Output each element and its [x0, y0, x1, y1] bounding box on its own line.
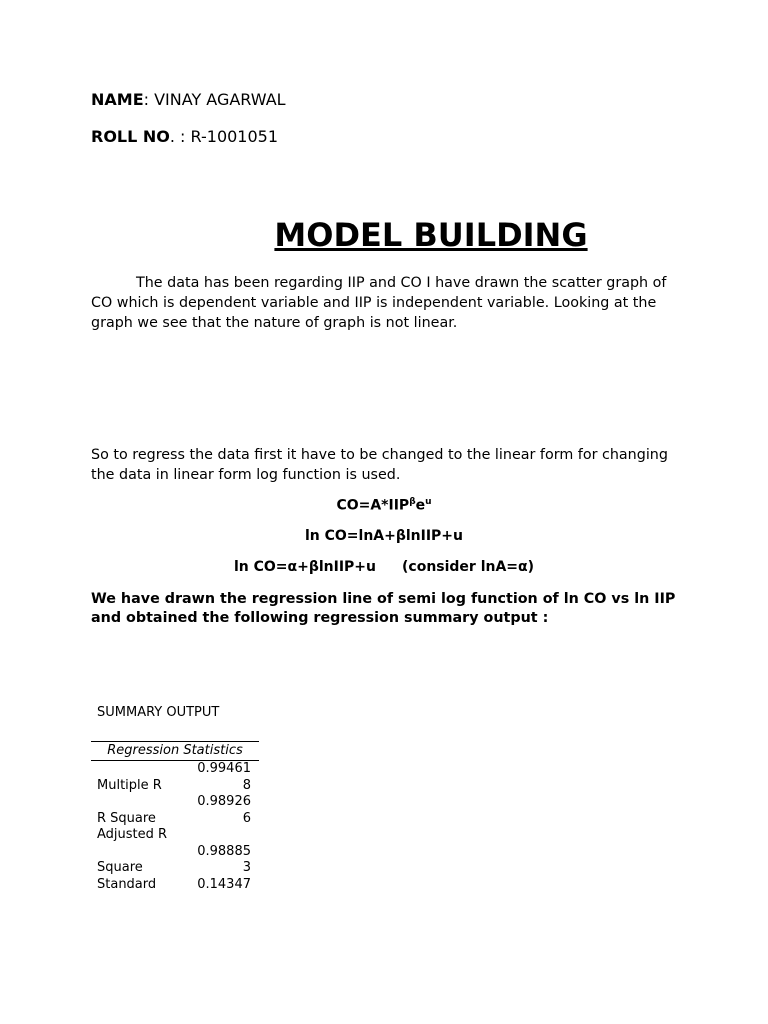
table-row — [91, 778, 259, 795]
row-value: 0.98926 — [197, 794, 251, 809]
table-row — [91, 844, 259, 861]
equation-alpha — [0, 559, 768, 575]
regress-paragraph: So to regress the data first it have to be changed to the linear form for changing the data in linear form log function is used. — [91, 447, 668, 483]
row-label: Square — [97, 860, 143, 875]
row-value: 0.14347 — [197, 876, 251, 892]
row-label: Multiple R — [97, 777, 162, 793]
document-title: MODEL BUILDING — [274, 216, 588, 254]
name-label: NAME — [91, 90, 144, 109]
row-label: R Square — [97, 810, 156, 826]
equation-model-u: u — [425, 497, 432, 507]
equation-alpha-note: (consider lnA=α) — [402, 559, 535, 575]
row-label: Standard — [97, 876, 157, 892]
equation-model-main: CO=A*IIP — [336, 497, 410, 514]
roll-value: . : R-1001051 — [169, 127, 279, 146]
regression-statistics-table — [91, 741, 259, 893]
row-value: 8 — [242, 777, 251, 793]
summary-output-title: SUMMARY OUTPUT — [97, 705, 220, 720]
name-value: : VINAY AGARWAL — [143, 90, 286, 109]
table-row — [91, 761, 259, 778]
table-row — [91, 794, 259, 811]
table-row — [91, 877, 259, 894]
equation-model-e: e — [415, 497, 426, 514]
regression-statistics-header: Regression Statistics — [91, 741, 259, 761]
row-value: 0.99461 — [197, 761, 251, 776]
table-row — [91, 811, 259, 828]
roll-label: ROLL NO — [91, 127, 170, 146]
row-value: 6 — [242, 810, 251, 826]
row-value: 3 — [242, 860, 251, 875]
table-row — [91, 827, 259, 844]
roll-number-line — [91, 127, 278, 146]
equation-model — [0, 497, 768, 514]
equation-model-beta: β — [409, 497, 416, 507]
table-row — [91, 860, 259, 877]
equation-log: ln CO=lnA+βlnIIP+u — [304, 528, 464, 544]
row-label: Adjusted R — [97, 827, 168, 842]
summary-intro: We have drawn the regression line of semi log function of ln CO vs ln IIP and obtained the following regression summary output : — [91, 591, 676, 626]
intro-paragraph: The data has been regarding IIP and CO I have drawn the scatter graph of CO which is dependent variable and IIP is independent variable. Looking at the graph we see that the nature of graph is not linear. — [91, 275, 667, 331]
row-value: 0.98885 — [197, 843, 251, 859]
equation-alpha-main: ln CO=α+βlnIIP+u — [233, 559, 376, 575]
author-name-line — [91, 90, 286, 109]
